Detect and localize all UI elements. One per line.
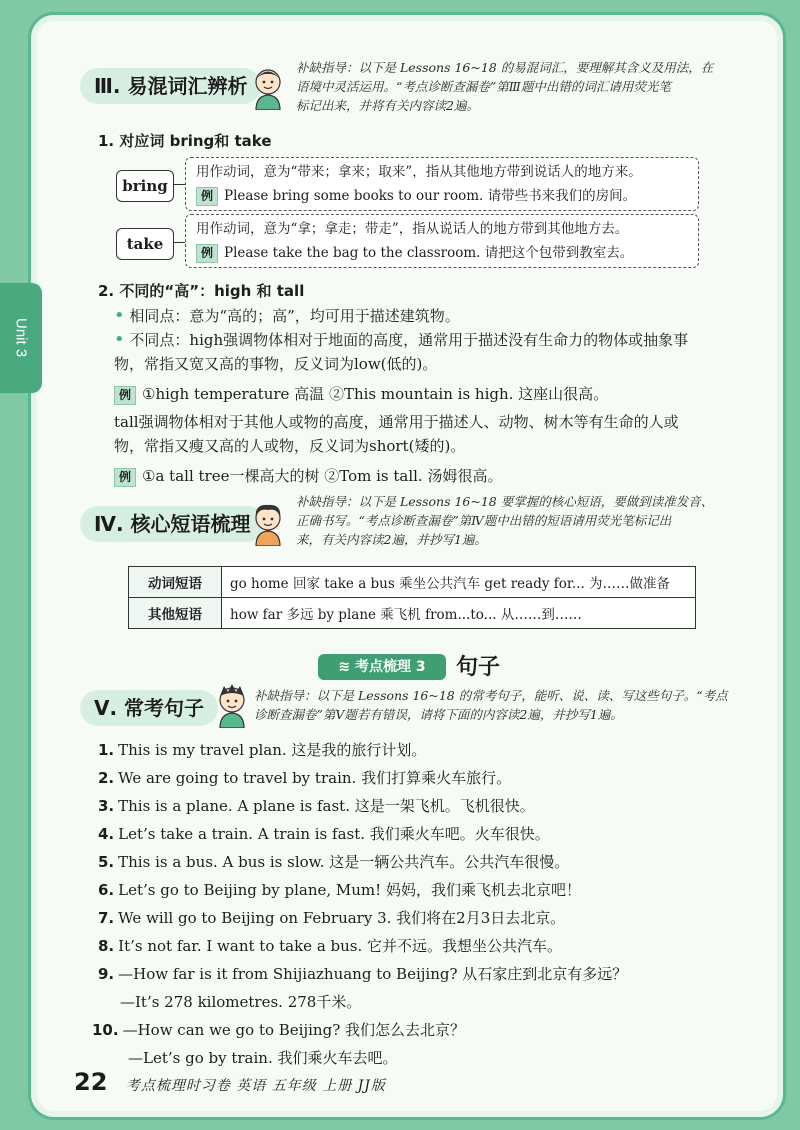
sentence: 8. It’s not far. I want to take a bus. 它并不远。我想坐公共汽车。 [98, 937, 563, 955]
sentence: 7. We will go to Beijing on February 3. 我们将在2月3日去北京。 [98, 909, 566, 927]
sentence: 1. This is my travel plan. 这是我的旅行计划。 [98, 741, 427, 759]
example-tag: 例 [114, 468, 136, 487]
student-avatar-icon [248, 64, 288, 110]
sentence: 4. Let’s take a train. A train is fast. 我们乘火车吧。火车很快。 [98, 825, 550, 843]
bring-definition-box: 用作动词，意为“带来；拿来；取来”，指从其他地方带到说话人的地方来。 例 Please bring some books to our room. 请带些书来我们的房间。 [185, 157, 699, 211]
sentence: 3. This is a plane. A plane is fast. 这是一架飞机。飞机很快。 [98, 797, 535, 815]
table-row: 动词短语 go home 回家 take a bus 乘坐公共汽车 get ready for... 为……做准备 [129, 567, 696, 598]
student-avatar-icon [212, 682, 252, 728]
item-1-heading: 1. 对应词 bring和 take [98, 132, 272, 150]
section-3-note: 补缺指导：以下是 Lessons 16~18 的易混词汇，要理解其含义及用法，在 语境中灵活运用。“考点诊断查漏卷”第Ⅲ题中出错的词汇请用荧光笔 标记出来，并将有关内容读2遍。 [296, 60, 714, 113]
sentence: 9. —How far is it from Shijiazhuang to Beijing? 从石家庄到北京有多远？ [98, 965, 628, 983]
item-2-heading: 2. 不同的“高”：high 和 tall [98, 282, 305, 300]
sentence: 6. Let’s go to Beijing by plane, Mum! 妈妈，我们乘飞机去北京吧！ [98, 881, 581, 899]
book-info: 考点梳理时习卷 英语 五年级 上册 JJ版 [125, 1078, 386, 1094]
take-definition-box: 用作动词，意为“拿；拿走；带走”，指从说话人的地方带到其他地方去。 例 Please take the bag to the classroom. 请把这个包带到教室去。 [185, 214, 699, 268]
connector [173, 242, 185, 243]
sentence: 2. We are going to travel by train. 我们打算乘火车旅行。 [98, 769, 512, 787]
phrase-table [128, 566, 696, 629]
section-4-note: 补缺指导：以下是 Lessons 16~18 要掌握的核心短语，要做到读准发音、 正确书写。“考点诊断查漏卷”第Ⅳ题中出错的短语请用荧光笔标记出 来，有关内容读2遍，并抄写1遍。 [296, 494, 714, 547]
example-tag: 例 [114, 386, 136, 405]
table-row: 其他短语 how far 多远 by plane 乘飞机 from...to... 从……到…… [129, 598, 696, 629]
section-4-title: Ⅳ. 核心短语梳理 [80, 506, 265, 542]
kaodian-pill: ≋ 考点梳理 3 [318, 654, 446, 680]
section-5-note: 补缺指导：以下是 Lessons 16~18 的常考句子，能听、说、读、写这些句子。“考点 诊断查漏卷”第Ⅴ题若有错误，请将下面的内容读2遍，并抄写1遍。 [254, 688, 728, 722]
kaodian-title: 句子 [456, 655, 501, 680]
sentence: 5. This is a bus. A bus is slow. 这是一辆公共汽车。公共汽车很慢。 [98, 853, 570, 871]
sentence: —Let’s go by train. 我们乘火车去吧。 [128, 1049, 398, 1067]
connector [173, 184, 185, 185]
example-tag: 例 [196, 187, 218, 206]
section-5-title: Ⅴ. 常考句子 [80, 690, 218, 726]
high-tall-explanation: • 相同点：意为“高的；高”，均可用于描述建筑物。 • 不同点：high强调物体相对于地面的高度，通常用于描述没有生命力的物体或抽象事 物，常指又宽又高的事物，反义词为low(低的)。 例 ①high temperature 高温 ②This mountain is high. 这座山很高。 tall强调物体相对于其他人或物的高度，通常用于描述人、动物、树木等有生命的人或 物，常指又瘦又高的人或物，反义词为short(矮的)。 例 ①a tall tree一棵高大的树 ②Tom is tall. 汤姆很高。 [114, 305, 689, 485]
word-take: take [116, 228, 174, 260]
page-footer [74, 1068, 386, 1096]
page-number: 22 [74, 1068, 108, 1096]
word-bring: bring [116, 170, 174, 202]
section-3-title: Ⅲ. 易混词汇辨析 [80, 68, 261, 104]
student-avatar-icon [248, 500, 288, 546]
unit-tab: Unit 3 [0, 283, 42, 393]
sentence: 10. —How can we go to Beijing? 我们怎么去北京？ [92, 1021, 466, 1039]
example-tag: 例 [196, 244, 218, 263]
sentence: —It’s 278 kilometres. 278千米。 [120, 993, 362, 1011]
